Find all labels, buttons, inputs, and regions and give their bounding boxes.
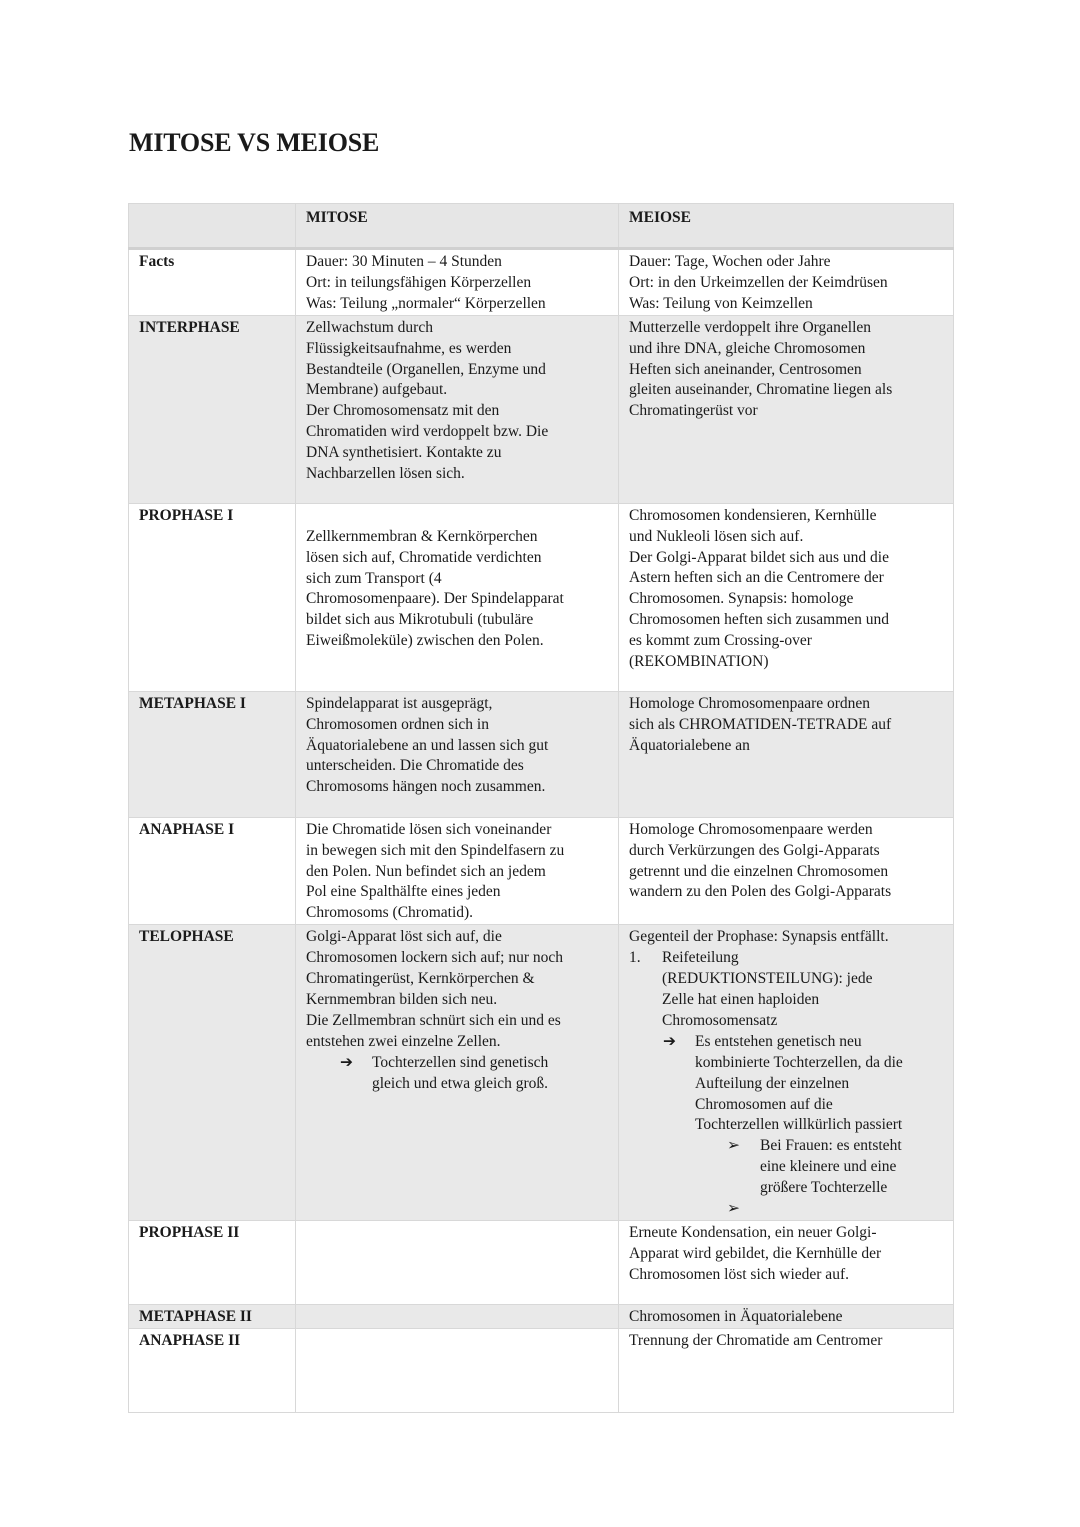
- text-line: Chromosomen. Synapsis: homologe: [629, 590, 854, 608]
- text-line: Chromosomen kondensieren, Kernhülle: [629, 506, 877, 524]
- row-label-facts: Facts: [129, 249, 296, 316]
- text-line: sich zum Transport (4: [306, 569, 442, 587]
- row-label-metaphase-1: METAPHASE I: [129, 691, 296, 817]
- text-line: Chromatiden wird verdoppelt bzw. Die: [306, 423, 549, 441]
- text-line: Zellwachstum durch: [306, 318, 433, 336]
- text-line: Dauer: Tage, Wochen oder Jahre: [629, 253, 831, 270]
- text-line: gleiten auseinander, Chromatine liegen als: [629, 381, 893, 399]
- text-line: eine kleinere und eine: [760, 1158, 897, 1176]
- text-line: Chromosomensatz: [662, 1011, 778, 1029]
- text-line: und ihre DNA, gleiche Chromosomen: [629, 339, 866, 357]
- header-mitose: MITOSE: [296, 204, 619, 249]
- table-row: [129, 249, 954, 316]
- text-line: Homologe Chromosomenpaare werden: [629, 820, 873, 838]
- text-line: Chromatingerüst vor: [629, 402, 758, 420]
- text-line: es kommt zum Crossing-over: [629, 632, 812, 650]
- text-line: Chromosoms (Chromatid).: [306, 904, 474, 922]
- text-line: Dauer: 30 Minuten – 4 Stunden: [306, 253, 502, 270]
- text-line: (REKOMBINATION): [629, 653, 769, 671]
- text-line: durch Verkürzungen des Golgi-Apparats: [629, 841, 880, 859]
- cell-mitose-metaphase-1: [296, 691, 619, 817]
- text-line: Membrane) aufgebaut.: [306, 381, 448, 399]
- mitose-telophase-text: [306, 927, 610, 1052]
- cell-mitose-prophase-1: [296, 503, 619, 691]
- text-line: größere Tochterzelle: [760, 1179, 888, 1197]
- header-meiose: MEIOSE: [619, 204, 954, 249]
- text-line: bildet sich aus Mikrotubuli (tubuläre: [306, 611, 534, 629]
- text-line: Die Chromatide lösen sich voneinander: [306, 820, 552, 838]
- meiose-telophase-result: [629, 1032, 945, 1137]
- text-line: Äquatorialebene an: [629, 736, 750, 754]
- text-line: Ort: in teilungsfähigen Körperzellen: [306, 273, 532, 291]
- text-line: Ort: in den Urkeimzellen der Keimdrüsen: [629, 273, 888, 291]
- text-line: Chromatingerüst, Kernkörperchen &: [306, 970, 535, 988]
- table-row: [129, 1305, 954, 1329]
- text-line: Chromosomen in Äquatorialebene: [629, 1308, 843, 1326]
- text-line: Nachbarzellen lösen sich.: [306, 465, 465, 483]
- row-label-telophase: TELOPHASE: [129, 925, 296, 1221]
- text-line: Die Zellmembran schnürt sich ein und es: [306, 1011, 561, 1029]
- row-label-prophase-1: PROPHASE I: [129, 503, 296, 691]
- text-line: (REDUKTIONSTEILUNG): jede: [662, 970, 873, 988]
- table-row: [129, 691, 954, 817]
- text-line: Tochterzellen sind genetisch: [372, 1053, 549, 1071]
- arrow-right-icon: ➔: [340, 1053, 353, 1071]
- row-label-prophase-2: PROPHASE II: [129, 1221, 296, 1305]
- text-line: Chromosoms hängen noch zusammen.: [306, 778, 546, 796]
- row-label-interphase: INTERPHASE: [129, 315, 296, 503]
- table-row: [129, 315, 954, 503]
- cell-mitose-interphase: [296, 315, 619, 503]
- cell-meiose-anaphase-2: [619, 1328, 954, 1412]
- cell-mitose-anaphase-1: [296, 817, 619, 925]
- text-line: Chromosomen lockern sich auf; nur noch: [306, 949, 563, 967]
- table-row: [129, 1221, 954, 1305]
- text-line: DNA synthetisiert. Kontakte zu: [306, 444, 502, 462]
- text-line: gleich und etwa gleich groß.: [372, 1074, 549, 1092]
- text-line: Zellkernmembran & Kernkörperchen: [306, 527, 538, 545]
- text-line: Bestandteile (Organellen, Enzyme und: [306, 360, 546, 378]
- table-row: [129, 503, 954, 691]
- list-number: 1.: [629, 949, 641, 967]
- text-line: Chromosomen heften sich zusammen und: [629, 611, 890, 629]
- text-line: Chromosomen löst sich wieder auf.: [629, 1265, 849, 1283]
- meiose-telophase-empty-bullet: [629, 1199, 945, 1220]
- text-line: Aufteilung der einzelnen: [695, 1074, 850, 1092]
- text-line: Trennung der Chromatide am Centromer: [629, 1331, 883, 1349]
- cell-mitose-telophase: [296, 925, 619, 1221]
- cell-meiose-facts: [619, 249, 954, 316]
- text-line: Der Chromosomensatz mit den: [306, 402, 500, 420]
- text-line: und Nukleoli lösen sich auf.: [629, 527, 804, 545]
- text-line: Astern heften sich an die Centromere der: [629, 569, 884, 587]
- text-line: Eiweißmoleküle) zwischen den Polen.: [306, 632, 544, 650]
- text-line: den Polen. Nun befindet sich an jedem: [306, 862, 546, 880]
- text-line: Flüssigkeitsaufnahme, es werden: [306, 339, 512, 357]
- cell-mitose-prophase-2: [296, 1221, 619, 1305]
- text-line: Zelle hat einen haploiden: [662, 990, 820, 1008]
- cell-meiose-telophase: [619, 925, 954, 1221]
- text-line: Was: Teilung „normaler“ Körperzellen: [306, 294, 546, 312]
- table-row: [129, 1328, 954, 1412]
- text-line: Kernmembran bilden sich neu.: [306, 990, 498, 1008]
- row-label-metaphase-2: METAPHASE II: [129, 1305, 296, 1329]
- text-line: Äquatorialebene an und lassen sich gut: [306, 736, 549, 754]
- text-line: Apparat wird gebildet, die Kernhülle der: [629, 1244, 882, 1262]
- text-line: Spindelapparat ist ausgeprägt,: [306, 694, 493, 712]
- text-line: entstehen zwei einzelne Zellen.: [306, 1032, 501, 1050]
- page-title: MITOSE VS MEIOSE: [129, 128, 380, 157]
- cell-mitose-anaphase-2: [296, 1328, 619, 1412]
- text-line: Pol eine Spalthälfte eines jeden: [306, 883, 501, 901]
- table-row: [129, 925, 954, 1221]
- text-line: Mutterzelle verdoppelt ihre Organellen: [629, 318, 872, 336]
- cell-meiose-metaphase-1: [619, 691, 954, 817]
- text-line: Bei Frauen: es entsteht: [760, 1137, 902, 1155]
- text-line: sich als CHROMATIDEN-TETRADE auf: [629, 715, 892, 733]
- text-line: Chromosomen ordnen sich in: [306, 715, 489, 733]
- text-line: in bewegen sich mit den Spindelfasern zu: [306, 841, 565, 859]
- arrowhead-bullet-icon: ➢: [727, 1200, 740, 1218]
- table-row: [129, 817, 954, 925]
- arrowhead-bullet-icon: ➢: [727, 1137, 740, 1155]
- text-line: Es entstehen genetisch neu: [695, 1032, 862, 1050]
- cell-meiose-metaphase-2: [619, 1305, 954, 1329]
- meiose-telophase-subnote: [629, 1136, 945, 1199]
- row-label-anaphase-2: ANAPHASE II: [129, 1328, 296, 1412]
- row-label-anaphase-1: ANAPHASE I: [129, 817, 296, 925]
- comparison-table: [128, 203, 954, 1413]
- text-line: getrennt und die einzelnen Chromosomen: [629, 862, 889, 880]
- cell-meiose-prophase-2: [619, 1221, 954, 1305]
- mitose-telophase-result: [306, 1053, 610, 1095]
- text-line: Homologe Chromosomenpaare ordnen: [629, 694, 871, 712]
- text-line: Heften sich aneinander, Centrosomen: [629, 360, 862, 378]
- text-line: Erneute Kondensation, ein neuer Golgi-: [629, 1224, 877, 1242]
- text-line: Der Golgi-Apparat bildet sich aus und die: [629, 548, 889, 566]
- header-empty-cell: [129, 204, 296, 249]
- meiose-telophase-intro: Gegenteil der Prophase: Synapsis entfällt.: [629, 928, 889, 946]
- meiose-telophase-list: [629, 948, 945, 1032]
- cell-mitose-facts: [296, 249, 619, 316]
- text-line: Tochterzellen willkürlich passiert: [695, 1116, 903, 1134]
- cell-meiose-anaphase-1: [619, 817, 954, 925]
- text-line: Golgi-Apparat löst sich auf, die: [306, 928, 502, 946]
- text-line: kombinierte Tochterzellen, da die: [695, 1053, 903, 1071]
- text-line: Chromosomen auf die: [695, 1095, 833, 1113]
- cell-meiose-interphase: [619, 315, 954, 503]
- cell-meiose-prophase-1: [619, 503, 954, 691]
- text-line: wandern zu den Polen des Golgi-Apparats: [629, 883, 892, 901]
- text-line: Reifeteilung: [662, 949, 739, 967]
- cell-mitose-metaphase-2: [296, 1305, 619, 1329]
- arrow-right-icon: ➔: [663, 1032, 676, 1050]
- text-line: lösen sich auf, Chromatide verdichten: [306, 548, 542, 566]
- text-line: unterscheiden. Die Chromatide des: [306, 757, 524, 775]
- table-header-row: [129, 204, 954, 249]
- text-line: Chromosomenpaare). Der Spindelapparat: [306, 590, 564, 608]
- text-line: Was: Teilung von Keimzellen: [629, 294, 813, 312]
